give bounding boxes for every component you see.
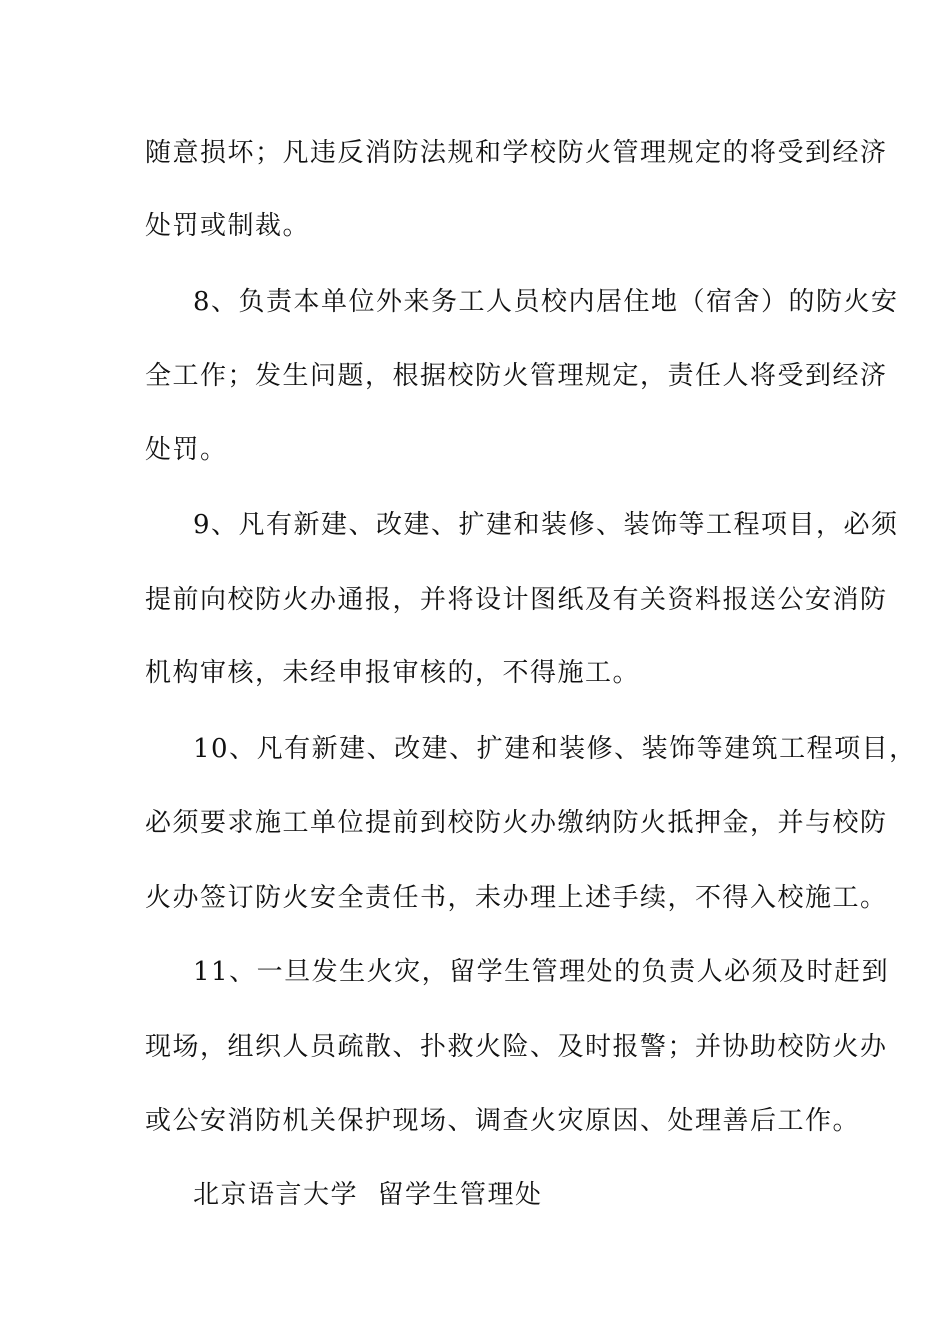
paragraph-10-line-1: 10、凡有新建、改建、扩建和装修、装饰等建筑工程项目，	[193, 734, 917, 764]
paragraph-9-line-1: 9、凡有新建、改建、扩建和装修、装饰等工程项目，必须	[193, 510, 899, 540]
paragraph-11-line-2: 现场，组织人员疏散、扑救火险、及时报警；并协助校防火办	[145, 1032, 888, 1062]
paragraph-7-line-2: 随意损坏；凡违反消防法规和学校防火管理规定的将受到经济	[145, 138, 888, 168]
paragraph-8-line-3: 处罚。	[145, 435, 228, 465]
paragraph-10-line-3: 火办签订防火安全责任书，未办理上述手续，不得入校施工。	[145, 883, 888, 913]
signature-line: 北京语言大学 留学生管理处	[193, 1180, 543, 1210]
paragraph-10-line-2: 必须要求施工单位提前到校防火办缴纳防火抵押金，并与校防	[145, 808, 888, 838]
paragraph-11-line-3: 或公安消防机关保护现场、调查火灾原因、处理善后工作。	[145, 1106, 861, 1136]
paragraph-7-line-3: 处罚或制裁。	[145, 211, 311, 241]
paragraph-9-line-3: 机构审核，未经申报审核的，不得施工。	[145, 658, 641, 688]
paragraph-9-line-2: 提前向校防火办通报，并将设计图纸及有关资料报送公安消防	[145, 585, 888, 615]
paragraph-8-line-1: 8、负责本单位外来务工人员校内居住地（宿舍）的防火安	[193, 287, 899, 317]
paragraph-11-line-1: 11、一旦发生火灾，留学生管理处的负责人必须及时赶到	[193, 957, 890, 987]
paragraph-8-line-2: 全工作；发生问题，根据校防火管理规定，责任人将受到经济	[145, 361, 888, 391]
